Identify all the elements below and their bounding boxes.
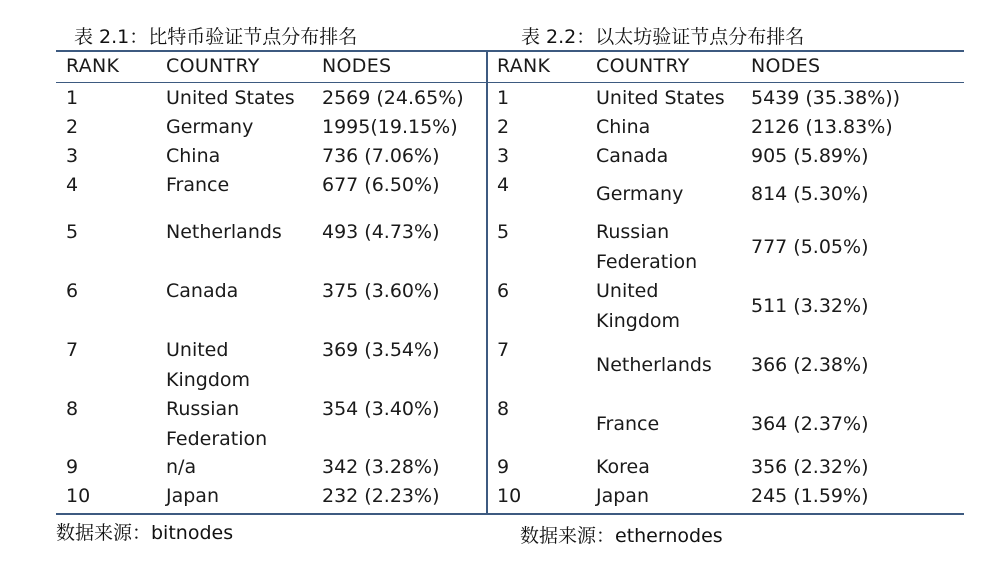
nodes-cell: 1995(19.15%) bbox=[322, 116, 458, 138]
country-cell: Japan bbox=[596, 485, 649, 507]
rank-cell: 10 bbox=[66, 485, 91, 507]
country-cell: France bbox=[166, 174, 230, 196]
rank-cell: 7 bbox=[66, 339, 79, 361]
table-top-rule bbox=[56, 50, 964, 52]
rank-cell: 2 bbox=[66, 116, 79, 138]
rank-cell: 4 bbox=[497, 174, 510, 196]
country-cell: n/a bbox=[166, 456, 197, 478]
rank-cell: 6 bbox=[66, 280, 79, 302]
header-nodes: NODES bbox=[322, 55, 392, 77]
rank-cell: 3 bbox=[66, 145, 79, 167]
country-cell: United Kingdom bbox=[166, 339, 251, 391]
country-cell: China bbox=[166, 145, 221, 167]
country-cell: Netherlands bbox=[596, 354, 712, 376]
country-cell: Germany bbox=[596, 183, 684, 205]
nodes-cell: 736 (7.06%) bbox=[322, 145, 440, 167]
rank-cell: 6 bbox=[497, 280, 510, 302]
table-divider bbox=[486, 51, 488, 513]
nodes-cell: 375 (3.60%) bbox=[322, 280, 440, 302]
nodes-cell: 2569 (24.65%) bbox=[322, 87, 464, 109]
nodes-cell: 5439 (35.38%)) bbox=[751, 87, 901, 109]
rank-cell: 2 bbox=[497, 116, 510, 138]
left-data-source: 数据来源：bitnodes bbox=[56, 522, 234, 544]
header-country: COUNTRY bbox=[596, 55, 690, 77]
rank-cell: 10 bbox=[497, 485, 522, 507]
nodes-cell: 777 (5.05%) bbox=[751, 236, 869, 258]
nodes-cell: 493 (4.73%) bbox=[322, 221, 440, 243]
rank-cell: 9 bbox=[66, 456, 79, 478]
nodes-cell: 814 (5.30%) bbox=[751, 183, 869, 205]
rank-cell: 1 bbox=[497, 87, 510, 109]
country-cell: Russian Federation bbox=[596, 221, 698, 273]
nodes-cell: 356 (2.32%) bbox=[751, 456, 869, 478]
rank-cell: 5 bbox=[497, 221, 510, 243]
rank-cell: 5 bbox=[66, 221, 79, 243]
country-cell: Canada bbox=[596, 145, 669, 167]
country-cell: France bbox=[596, 413, 660, 435]
right-data-source: 数据来源：ethernodes bbox=[520, 525, 723, 547]
nodes-cell: 232 (2.23%) bbox=[322, 485, 440, 507]
nodes-cell: 511 (3.32%) bbox=[751, 295, 869, 317]
left-table-caption: 表 2.1：比特币验证节点分布排名 bbox=[74, 26, 358, 48]
header-rank: RANK bbox=[66, 55, 120, 77]
country-cell: United States bbox=[596, 87, 725, 109]
rank-cell: 3 bbox=[497, 145, 510, 167]
right-table-caption: 表 2.2：以太坊验证节点分布排名 bbox=[521, 26, 805, 48]
rank-cell: 7 bbox=[497, 339, 510, 361]
nodes-cell: 364 (2.37%) bbox=[751, 413, 869, 435]
country-cell: Germany bbox=[166, 116, 254, 138]
country-cell: United Kingdom bbox=[596, 280, 681, 332]
nodes-cell: 342 (3.28%) bbox=[322, 456, 440, 478]
rank-cell: 8 bbox=[66, 398, 79, 420]
rank-cell: 8 bbox=[497, 398, 510, 420]
nodes-cell: 677 (6.50%) bbox=[322, 174, 440, 196]
nodes-cell: 2126 (13.83%) bbox=[751, 116, 893, 138]
header-rank: RANK bbox=[497, 55, 551, 77]
nodes-cell: 369 (3.54%) bbox=[322, 339, 440, 361]
country-cell: Netherlands bbox=[166, 221, 282, 243]
country-cell: Russian Federation bbox=[166, 398, 268, 450]
header-country: COUNTRY bbox=[166, 55, 260, 77]
country-cell: United States bbox=[166, 87, 295, 109]
country-cell: Japan bbox=[166, 485, 219, 507]
nodes-cell: 354 (3.40%) bbox=[322, 398, 440, 420]
table-bottom-rule bbox=[56, 513, 964, 515]
header-nodes: NODES bbox=[751, 55, 821, 77]
nodes-cell: 905 (5.89%) bbox=[751, 145, 869, 167]
country-cell: Canada bbox=[166, 280, 239, 302]
rank-cell: 4 bbox=[66, 174, 79, 196]
country-cell: Korea bbox=[596, 456, 650, 478]
rank-cell: 1 bbox=[66, 87, 79, 109]
rank-cell: 9 bbox=[497, 456, 510, 478]
nodes-cell: 366 (2.38%) bbox=[751, 354, 869, 376]
country-cell: China bbox=[596, 116, 651, 138]
nodes-cell: 245 (1.59%) bbox=[751, 485, 869, 507]
